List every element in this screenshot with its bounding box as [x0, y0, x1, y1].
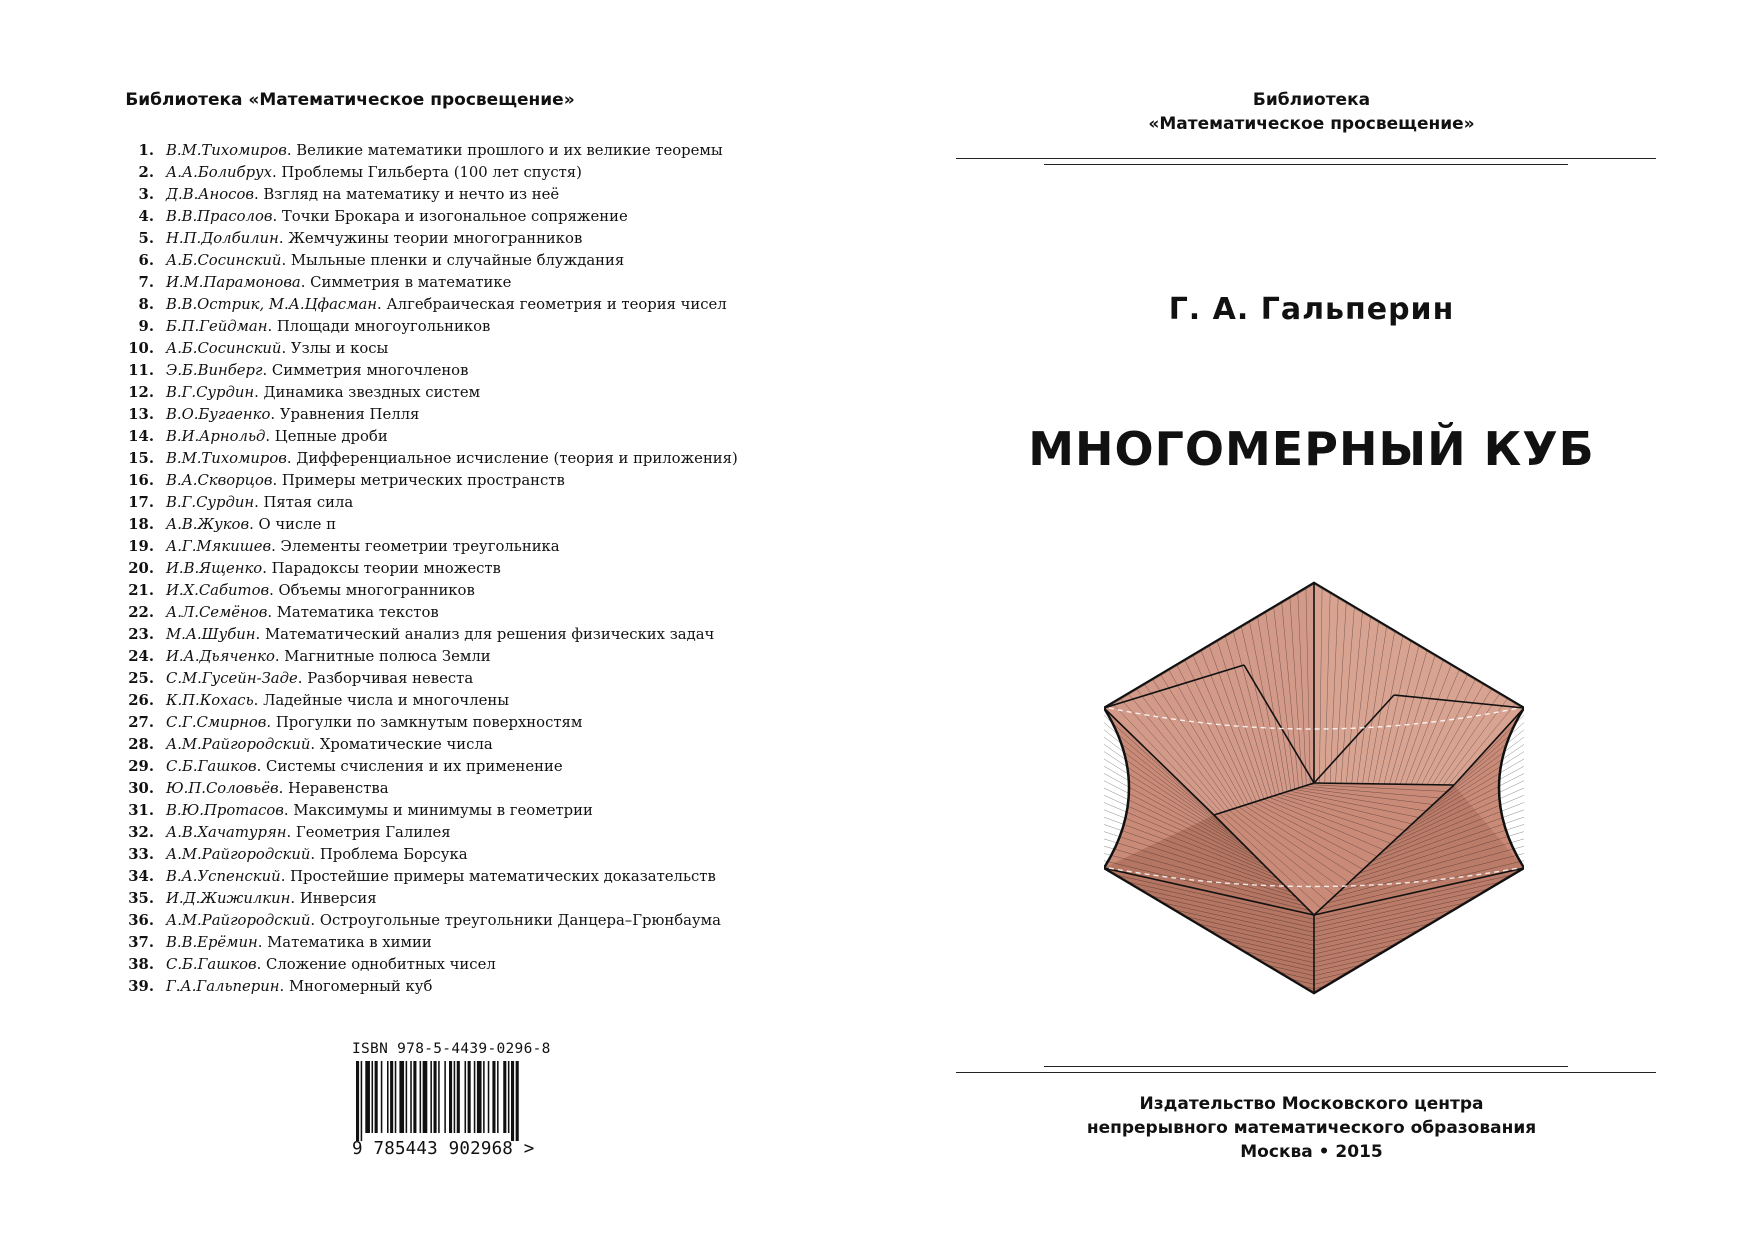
book-title-text: Системы счисления и их применение: [266, 758, 563, 775]
book-author: В.Г.Сурдин: [166, 384, 255, 401]
book-list-item: [120, 580, 738, 602]
book-separator: .: [253, 186, 264, 203]
book-number: 27.: [128, 714, 154, 731]
front-series-line-1: Библиотека: [1252, 90, 1371, 110]
book-title-text: Дифференциальное исчисление (теория и приложения): [296, 450, 738, 467]
book-separator: .: [272, 208, 282, 225]
book-list-item: [120, 492, 738, 514]
book-separator: .: [254, 384, 264, 401]
isbn-label: ISBN 978-5-4439-0296-8: [352, 1041, 551, 1057]
book-author: Э.Б.Винберг: [166, 362, 263, 379]
book-title-text: Узлы и косы: [290, 340, 389, 357]
book-author: В.В.Ерёмин: [166, 934, 258, 951]
book-number: 11.: [128, 362, 154, 379]
isbn-block: [352, 1041, 562, 1159]
book-number: 15.: [128, 450, 154, 467]
book-author: А.Б.Сосинский: [166, 340, 282, 357]
book-separator: .: [280, 868, 291, 885]
book-number: 26.: [128, 692, 154, 709]
book-list-item: [120, 646, 738, 668]
book-list-item: [120, 470, 738, 492]
book-author: А.М.Райгородский: [166, 912, 311, 929]
book-list-item: [120, 206, 738, 228]
book-title-text: Алгебраическая геометрия и теория чисел: [386, 296, 727, 313]
book-title-text: Парадоксы теории множеств: [271, 560, 501, 577]
book-title-text: Площади многоугольников: [276, 318, 491, 335]
book-separator: .: [278, 780, 288, 797]
book-number: 4.: [138, 208, 154, 225]
book-number: 34.: [128, 868, 154, 885]
front-cover: [874, 0, 1749, 1241]
book-number: 29.: [128, 758, 154, 775]
book-title-text: Ладейные числа и многочлены: [263, 692, 510, 709]
book-title-text: Примеры метрических пространств: [281, 472, 565, 489]
back-cover: [0, 0, 874, 1241]
book-author: С.Б.Гашков: [166, 956, 257, 973]
series-title: Библиотека «Математическое просвещение»: [125, 90, 575, 110]
book-title-text: Неравенства: [288, 780, 389, 797]
book-title-text: Сложение однобитных чисел: [266, 956, 496, 973]
front-series-title: [874, 88, 1749, 136]
book-number: 2.: [138, 164, 154, 181]
book-number: 39.: [128, 978, 154, 995]
book-list-item: [120, 932, 738, 954]
book-author: В.М.Тихомиров: [166, 450, 287, 467]
book-author: В.Ю.Протасов: [166, 802, 284, 819]
book-title-text: Великие математики прошлого и их великие теоремы: [296, 142, 723, 159]
book-number: 17.: [128, 494, 154, 511]
book-author: А.Б.Сосинский: [166, 252, 282, 269]
book-number: 21.: [128, 582, 154, 599]
book-separator: .: [281, 252, 291, 269]
book-author: А.Г.Мякишев: [166, 538, 272, 555]
book-number: 7.: [138, 274, 154, 291]
book-title-text: Пятая сила: [263, 494, 354, 511]
book-title-text: Хроматические числа: [319, 736, 493, 753]
book-separator: .: [249, 516, 259, 533]
book-number: 32.: [128, 824, 154, 841]
book-list-item: [120, 338, 738, 360]
book-separator: .: [281, 340, 291, 357]
barcode-digits: 9 785443 902968 >: [352, 1139, 535, 1159]
book-title-text: Магнитные полюса Земли: [284, 648, 491, 665]
book-author: С.Б.Гашков: [166, 758, 257, 775]
book-separator: .: [255, 626, 265, 643]
book-separator: .: [286, 450, 297, 467]
book-title-text: Элементы геометрии треугольника: [280, 538, 560, 555]
book-separator: .: [270, 406, 280, 423]
book-author: Б.П.Гейдман: [166, 318, 268, 335]
book-title-text: Простейшие примеры математических доказательств: [290, 868, 716, 885]
book-author: В.В.Острик, М.А.Цфасман: [166, 296, 378, 313]
book-number: 14.: [128, 428, 154, 445]
book-separator: .: [269, 582, 279, 599]
book-list-item: [120, 140, 738, 162]
book-list-item: [120, 668, 738, 690]
book-separator: .: [290, 890, 300, 907]
book-title-text: Прогулки по замкнутым поверхностям: [275, 714, 583, 731]
book-title-text: Объемы многогранников: [278, 582, 475, 599]
book-number: 18.: [128, 516, 154, 533]
bottom-rule-inner: [1044, 1066, 1568, 1067]
book-list-item: [120, 734, 738, 756]
book-author: С.Г.Смирнов: [166, 714, 267, 731]
book-title-text: Цепные дроби: [274, 428, 388, 445]
book-title-text: Математический анализ для решения физических задач: [264, 626, 715, 643]
book-separator: .: [279, 978, 289, 995]
book-author: М.А.Шубин: [166, 626, 256, 643]
book-title-text: Точки Брокара и изогональное сопряжение: [281, 208, 628, 225]
book-author: В.О.Бугаенко: [166, 406, 271, 423]
book-list-item: [120, 602, 738, 624]
book-separator: .: [283, 802, 294, 819]
book-title-text: Взгляд на математику и нечто из неё: [263, 186, 560, 203]
book-list-item: [120, 712, 738, 734]
book-list-item: [120, 162, 738, 184]
book-separator: .: [271, 538, 281, 555]
book-separator: .: [297, 670, 308, 687]
top-rule-inner: [1044, 164, 1568, 165]
book-author: А.В.Жуков: [166, 516, 250, 533]
publisher-line-2: непрерывного математического образования: [1086, 1118, 1537, 1138]
book-separator: .: [254, 494, 264, 511]
book-number: 12.: [128, 384, 154, 401]
book-separator: .: [310, 912, 320, 929]
book-number: 13.: [128, 406, 154, 423]
book-author: И.М.Парамонова: [166, 274, 301, 291]
book-number: 8.: [138, 296, 154, 313]
book-author: Ю.П.Соловьёв: [166, 780, 279, 797]
book-separator: .: [257, 934, 268, 951]
book-separator: .: [265, 428, 275, 445]
book-list-item: [120, 822, 738, 844]
book-separator: .: [253, 692, 264, 709]
book-number: 25.: [128, 670, 154, 687]
book-number: 3.: [138, 186, 154, 203]
book-separator: .: [286, 142, 297, 159]
book-title-text: Математика в химии: [267, 934, 432, 951]
book-title-text: Инверсия: [299, 890, 377, 907]
book-author: И.Х.Сабитов: [166, 582, 270, 599]
book-title-text: Проблема Борсука: [319, 846, 468, 863]
book-list-item: [120, 778, 738, 800]
book-list-item: [120, 536, 738, 558]
book-list-item: [120, 294, 738, 316]
book-separator: .: [267, 318, 277, 335]
barcode-image: [352, 1061, 552, 1141]
book-author: Н.П.Долбилин: [166, 230, 279, 247]
book-author: В.А.Скворцов: [166, 472, 273, 489]
book-author: Д.В.Аносов: [166, 186, 254, 203]
hypercube-projection-figure: [1104, 575, 1524, 1005]
bottom-rule-outer: [956, 1072, 1656, 1073]
book-separator: .: [274, 648, 285, 665]
book-list-item: [120, 184, 738, 206]
book-separator: .: [300, 274, 311, 291]
book-title-text: Динамика звездных систем: [263, 384, 481, 401]
book-title-text: Проблемы Гильберта (100 лет спустя): [281, 164, 582, 181]
book-title-text: Жемчужины теории многогранников: [288, 230, 583, 247]
book-author: С.М.Гусейн-Заде: [166, 670, 298, 687]
book-author: И.В.Ященко: [166, 560, 263, 577]
book-number: 33.: [128, 846, 154, 863]
book-list-item: [120, 954, 738, 976]
book-separator: .: [271, 164, 282, 181]
author-name: Г. А. Гальперин: [1168, 292, 1455, 327]
book-list-item: [120, 976, 738, 998]
book-author: А.М.Райгородский: [166, 736, 311, 753]
book-list-item: [120, 800, 738, 822]
book-author: А.А.Болибрух: [166, 164, 272, 181]
book-list-item: [120, 448, 738, 470]
publisher-line-3: Москва • 2015: [1240, 1142, 1383, 1162]
book-separator: .: [310, 736, 320, 753]
book-author: В.В.Прасолов: [166, 208, 273, 225]
book-list-item: [120, 272, 738, 294]
book-author: А.Л.Семёнов: [166, 604, 268, 621]
publisher-line-1: Издательство Московского центра: [1139, 1094, 1484, 1114]
book-list-item: [120, 316, 738, 338]
book-list-item: [120, 888, 738, 910]
publisher-block: [874, 1092, 1749, 1164]
book-list-item: [120, 514, 738, 536]
book-list-item: [120, 382, 738, 404]
book-title-text: Мыльные пленки и случайные блуждания: [290, 252, 625, 269]
book-separator: .: [272, 472, 282, 489]
book-list-item: [120, 844, 738, 866]
book-title: МНОГОМЕРНЫЙ КУБ: [1028, 422, 1595, 476]
book-author: А.В.Хачатурян: [166, 824, 287, 841]
book-number: 35.: [128, 890, 154, 907]
book-number: 6.: [138, 252, 154, 269]
book-list-item: [120, 756, 738, 778]
book-list-item: [120, 910, 738, 932]
book-title-text: О числе π: [258, 516, 336, 533]
book-author: К.П.Кохась: [166, 692, 254, 709]
book-separator: .: [310, 846, 320, 863]
book-separator: .: [256, 956, 267, 973]
front-series-line-2: «Математическое просвещение»: [1148, 114, 1475, 134]
book-separator: .: [377, 296, 387, 313]
series-book-list: [120, 140, 738, 998]
book-number: 36.: [128, 912, 154, 929]
book-number: 23.: [128, 626, 154, 643]
book-title-text: Симметрия в математике: [310, 274, 512, 291]
book-author: В.А.Успенский: [166, 868, 281, 885]
book-author: В.М.Тихомиров: [166, 142, 287, 159]
book-number: 9.: [138, 318, 154, 335]
book-list-item: [120, 558, 738, 580]
book-list-item: [120, 250, 738, 272]
book-title-text: Математика текстов: [276, 604, 439, 621]
book-number: 5.: [138, 230, 154, 247]
book-number: 19.: [128, 538, 154, 555]
book-list-item: [120, 228, 738, 250]
book-list-item: [120, 360, 738, 382]
book-number: 30.: [128, 780, 154, 797]
book-author: В.И.Арнольд: [166, 428, 266, 445]
book-separator: .: [256, 758, 267, 775]
book-number: 16.: [128, 472, 154, 489]
book-title-text: Симметрия многочленов: [271, 362, 469, 379]
book-author: А.М.Райгородский: [166, 846, 311, 863]
book-separator: .: [262, 362, 272, 379]
book-title-text: Остроугольные треугольники Данцера–Грюнбаума: [319, 912, 721, 929]
book-number: 22.: [128, 604, 154, 621]
book-number: 24.: [128, 648, 154, 665]
book-separator: .: [278, 230, 289, 247]
book-title-text: Уравнения Пелля: [279, 406, 420, 423]
book-number: 37.: [128, 934, 154, 951]
top-rule-outer: [956, 158, 1656, 159]
book-author: В.Г.Сурдин: [166, 494, 255, 511]
book-author: Г.А.Гальперин: [166, 978, 280, 995]
book-title-text: Геометрия Галилея: [295, 824, 451, 841]
book-title-text: Максимумы и минимумы в геометрии: [293, 802, 593, 819]
book-list-item: [120, 624, 738, 646]
book-author: И.Д.Жижилкин: [166, 890, 291, 907]
book-list-item: [120, 866, 738, 888]
book-number: 1.: [138, 142, 154, 159]
book-list-item: [120, 404, 738, 426]
book-list-item: [120, 426, 738, 448]
book-number: 20.: [128, 560, 154, 577]
book-list-item: [120, 690, 738, 712]
book-separator: .: [262, 560, 272, 577]
book-title-text: Разборчивая невеста: [307, 670, 474, 687]
book-separator: .: [267, 604, 277, 621]
book-number: 38.: [128, 956, 154, 973]
book-separator: .: [266, 714, 276, 731]
book-title-text: Многомерный куб: [288, 978, 433, 995]
book-number: 31.: [128, 802, 154, 819]
book-separator: .: [286, 824, 296, 841]
book-number: 28.: [128, 736, 154, 753]
book-number: 10.: [128, 340, 154, 357]
book-author: И.А.Дьяченко: [166, 648, 275, 665]
